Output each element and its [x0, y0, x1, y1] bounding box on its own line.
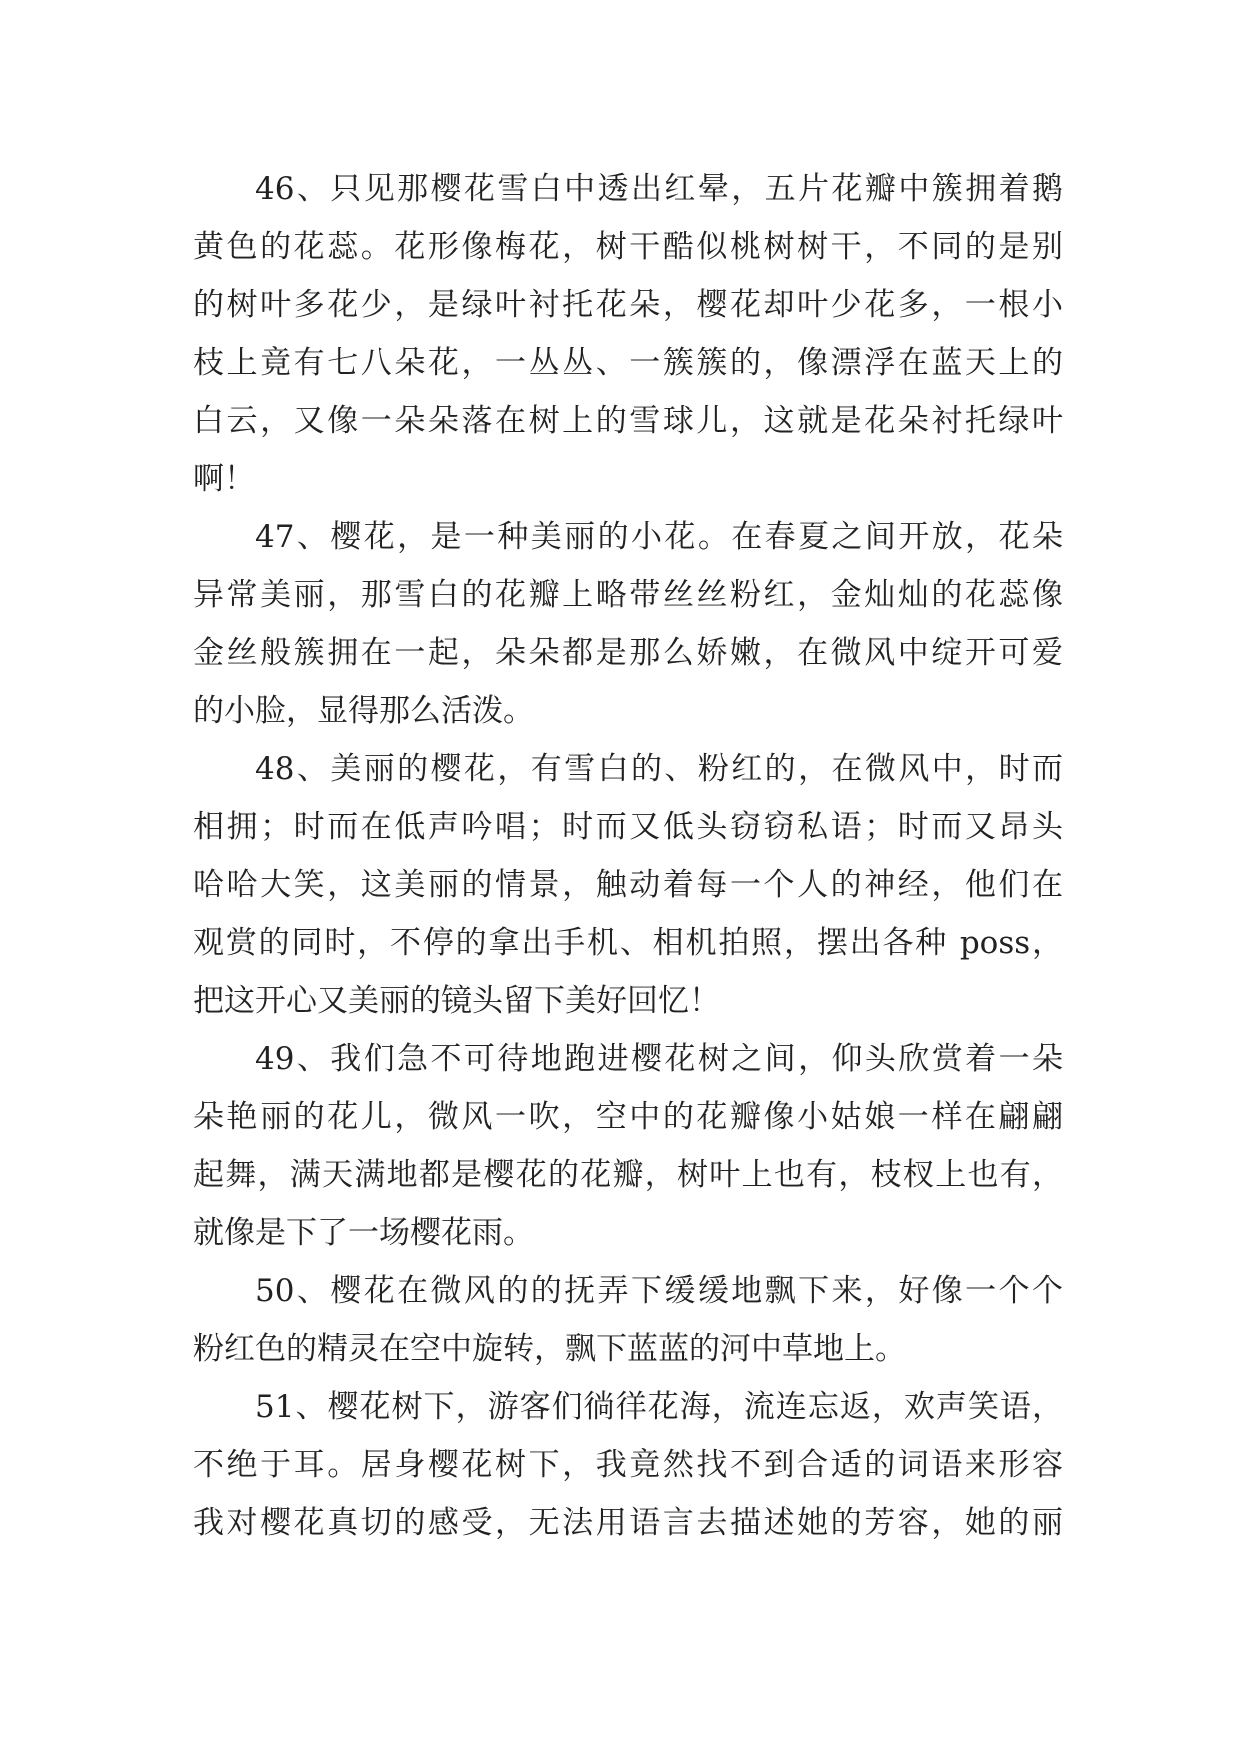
text-line: 把这开心又美丽的镜头留下美好回忆！: [193, 983, 720, 1019]
paragraph-46: [193, 160, 1063, 508]
paragraph-47: [193, 508, 1063, 740]
document-body: [193, 160, 1063, 1552]
text-line: 粉红色的精灵在空中旋转，飘下蓝蓝的河中草地上。: [193, 1331, 906, 1367]
text-line: 我对樱花真切的感受，无法用语言去描述她的芳容，她的丽: [193, 1505, 1063, 1541]
text-line: 46、只见那樱花雪白中透出红晕，五片花瓣中簇拥着鹅: [255, 171, 1063, 207]
text-line: 的树叶多花少，是绿叶衬托花朵，樱花却叶少花多，一根小: [193, 287, 1063, 323]
text-line: 金丝般簇拥在一起，朵朵都是那么娇嫩，在微风中绽开可爱: [193, 635, 1063, 671]
text-line: 就像是下了一场樱花雨。: [193, 1215, 534, 1251]
text-line: 不绝于耳。居身樱花树下，我竟然找不到合适的词语来形容: [193, 1447, 1063, 1483]
text-line: 起舞，满天满地都是樱花的花瓣，树叶上也有，枝杈上也有，: [193, 1157, 1063, 1193]
text-line: 50、樱花在微风的的抚弄下缓缓地飘下来，好像一个个: [255, 1273, 1063, 1309]
paragraph-51: [193, 1378, 1063, 1552]
text-line: 黄色的花蕊。花形像梅花，树干酷似桃树树干，不同的是别: [193, 229, 1063, 265]
text-line: 枝上竟有七八朵花，一丛丛、一簇簇的，像漂浮在蓝天上的: [193, 345, 1063, 381]
text-line: 异常美丽，那雪白的花瓣上略带丝丝粉红，金灿灿的花蕊像: [193, 577, 1063, 613]
text-line: 49、我们急不可待地跑进樱花树之间，仰头欣赏着一朵: [255, 1041, 1063, 1077]
paragraph-50: [193, 1262, 1063, 1378]
text-line: 啊！: [193, 461, 255, 497]
text-line: 48、美丽的樱花，有雪白的、粉红的，在微风中，时而: [255, 751, 1063, 787]
paragraph-48: [193, 740, 1063, 1030]
text-line: 白云，又像一朵朵落在树上的雪球儿，这就是花朵衬托绿叶: [193, 403, 1063, 439]
text-line: 观赏的同时，不停的拿出手机、相机拍照，摆出各种 poss，: [193, 925, 1063, 961]
text-line: 朵艳丽的花儿，微风一吹，空中的花瓣像小姑娘一样在翩翩: [193, 1099, 1063, 1135]
text-line: 47、樱花，是一种美丽的小花。在春夏之间开放，花朵: [255, 519, 1063, 555]
text-line: 哈哈大笑，这美丽的情景，触动着每一个人的神经，他们在: [193, 867, 1063, 903]
text-line: 51、樱花树下，游客们徜徉花海，流连忘返，欢声笑语，: [255, 1389, 1063, 1425]
text-line: 的小脸，显得那么活泼。: [193, 693, 534, 729]
paragraph-49: [193, 1030, 1063, 1262]
text-line: 相拥；时而在低声吟唱；时而又低头窃窃私语；时而又昂头: [193, 809, 1063, 845]
